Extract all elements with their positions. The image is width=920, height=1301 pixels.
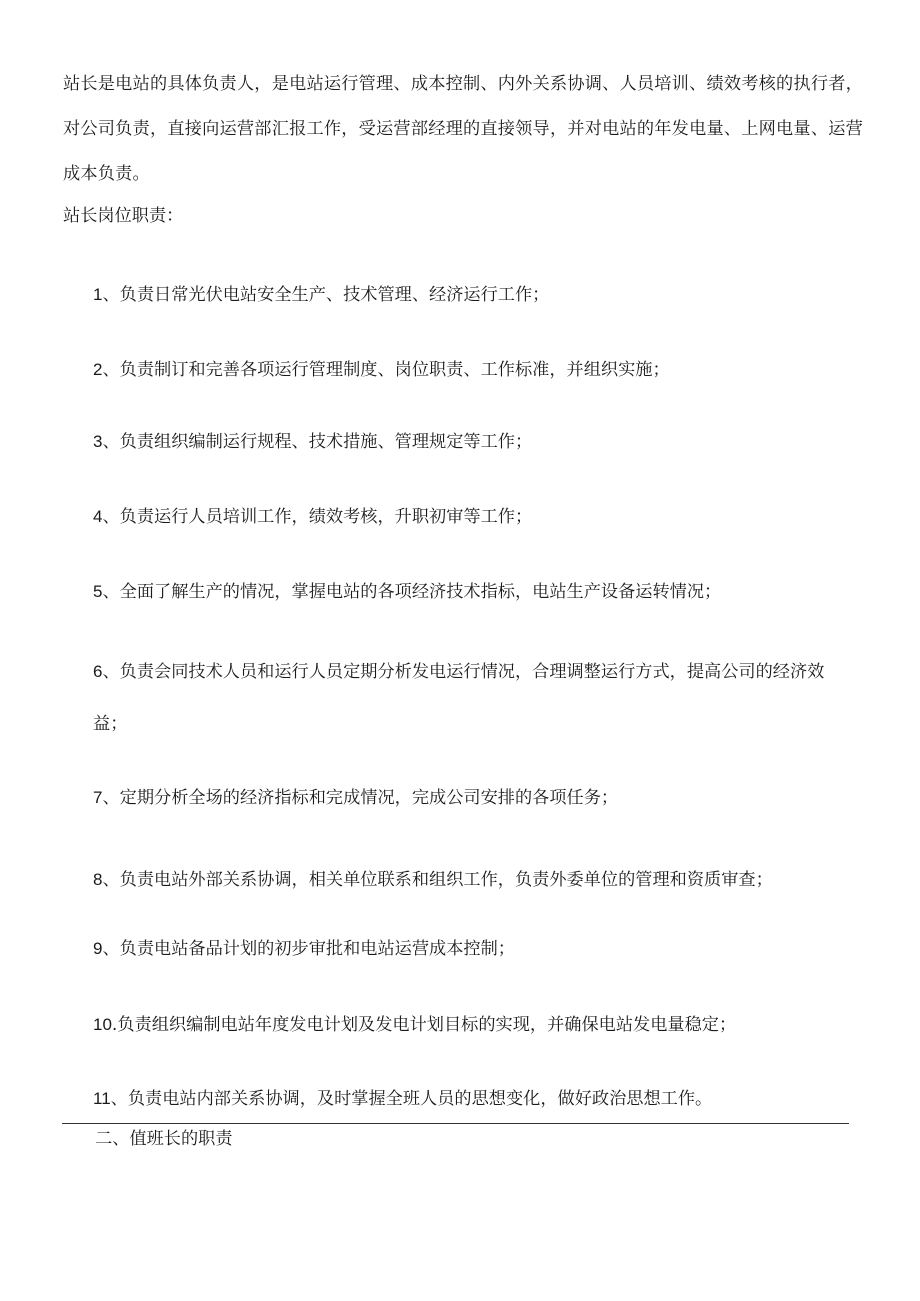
duty-item-6 <box>93 646 853 750</box>
item-number: 1 <box>93 285 103 304</box>
item-number: 11 <box>93 1089 111 1108</box>
item-text: 负责电站备品计划的初步审批和电站运营成本控制； <box>119 939 515 959</box>
item-separator: . <box>111 1015 118 1035</box>
item-number: 5 <box>93 582 103 601</box>
item-text: 负责组织编制电站年度发电计划及发电计划目标的实现，并确保电站发电量稳定； <box>117 1015 737 1035</box>
item-number: 9 <box>93 939 103 958</box>
item-text: 负责电站外部关系协调，相关单位联系和组织工作，负责外委单位的管理和资质审查； <box>119 870 773 890</box>
item-number: 4 <box>93 507 103 526</box>
intro-paragraph: 站长是电站的具体负责人，是电站运行管理、成本控制、内外关系协调、人员培训、绩效考核的执行者，对公司负责，直接向运营部汇报工作，受运营部经理的直接领导，并对电站的年发电量、上网电量、运营成本负责。 <box>63 74 863 184</box>
item-separator: 、 <box>102 870 120 890</box>
item-text: 负责会同技术人员和运行人员定期分析发电运行情况，合理调整运行方式，提高公司的经济效益； <box>93 662 825 734</box>
item-number: 8 <box>93 870 103 889</box>
duty-item-7 <box>93 783 618 813</box>
duty-item-8 <box>93 865 773 895</box>
item-text: 负责日常光伏电站安全生产、技术管理、经济运行工作； <box>119 285 550 305</box>
item-separator: 、 <box>102 360 120 380</box>
duty-item-3 <box>93 427 532 457</box>
item-text: 定期分析全场的经济指标和完成情况，完成公司安排的各项任务； <box>119 788 619 808</box>
item-separator: 、 <box>102 582 120 602</box>
item-separator: 、 <box>102 939 120 959</box>
item-separator: 、 <box>102 432 120 452</box>
item-text: 负责电站内部关系协调，及时掌握全班人员的思想变化，做好政治思想工作。 <box>127 1089 713 1109</box>
duty-item-10 <box>93 1010 736 1040</box>
item-number: 7 <box>93 788 103 807</box>
duty-title: 站长岗位职责： <box>63 206 184 226</box>
item-text: 负责制订和完善各项运行管理制度、岗位职责、工作标准，并组织实施； <box>119 360 670 380</box>
item-text: 负责运行人员培训工作，绩效考核，升职初审等工作； <box>119 507 533 527</box>
item-separator: 、 <box>110 1089 128 1109</box>
duty-item-1 <box>93 280 549 310</box>
duty-item-4 <box>93 502 532 532</box>
item-number: 2 <box>93 360 103 379</box>
item-number: 3 <box>93 432 103 451</box>
section-heading: 二、值班长的职责 <box>95 1129 233 1149</box>
duty-item-11 <box>93 1084 712 1114</box>
item-number: 6 <box>93 662 103 681</box>
item-text: 全面了解生产的情况，掌握电站的各项经济技术指标，电站生产设备运转情况； <box>119 582 722 602</box>
item-text: 负责组织编制运行规程、技术措施、管理规定等工作； <box>119 432 533 452</box>
item-number: 10 <box>93 1015 112 1034</box>
item-separator: 、 <box>102 662 120 682</box>
duty-item-9 <box>93 934 515 964</box>
item-separator: 、 <box>102 788 120 808</box>
item-separator: 、 <box>102 507 120 527</box>
duty-item-5 <box>93 577 721 607</box>
duty-item-2 <box>93 355 670 385</box>
item-separator: 、 <box>102 285 120 305</box>
